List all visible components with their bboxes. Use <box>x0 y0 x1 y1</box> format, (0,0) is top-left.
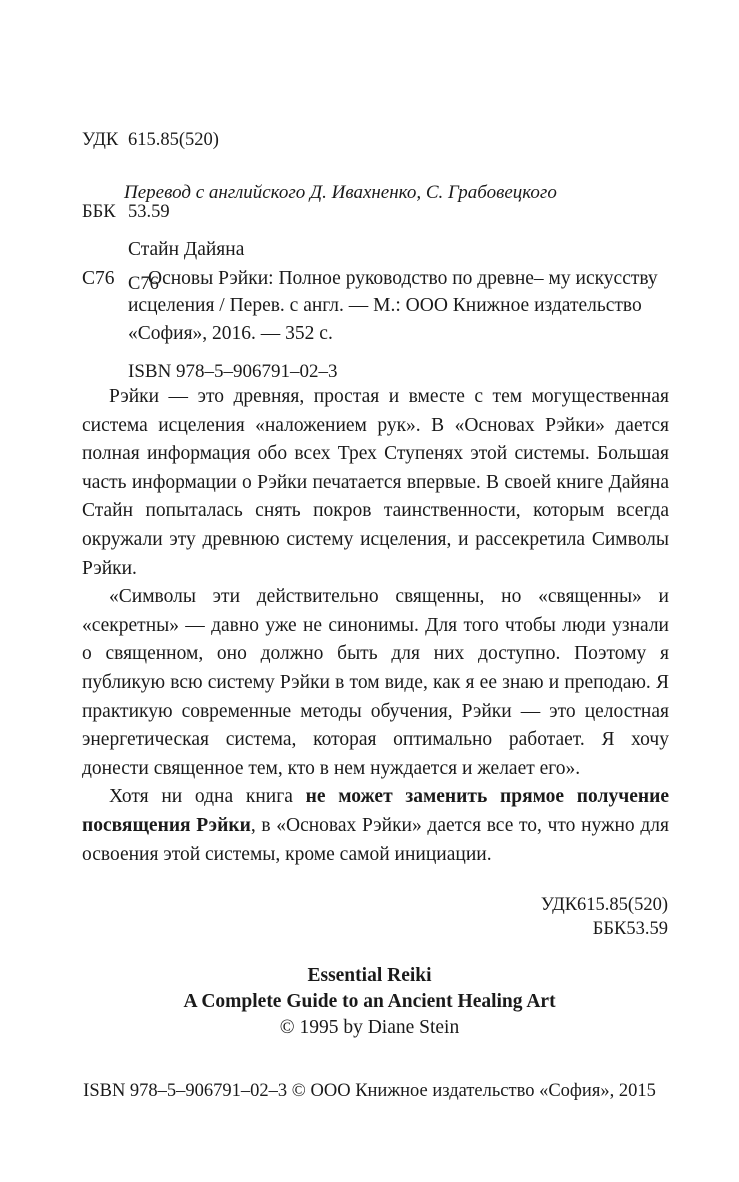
original-title: Essential Reiki <box>307 965 432 986</box>
classification-block-bottom <box>0 893 668 941</box>
bibliographic-record <box>82 236 668 386</box>
annotation-p3-emphasis: не может заменить прямое получение посвящения Рэйки <box>82 786 669 836</box>
isbn-primary: ISBN 978–5–906791–02–3 <box>128 361 338 382</box>
classification-bottom-value-bbk: 53.59 <box>626 919 668 939</box>
classification-value-shelf: С76 <box>128 274 159 294</box>
book-author: Стайн Дайяна <box>128 239 245 260</box>
bibliographic-description-block <box>82 265 668 348</box>
original-title-block <box>0 963 739 1041</box>
classification-label-udk: УДК <box>82 130 119 150</box>
classification-bottom-label-udk: УДК <box>540 895 578 915</box>
classification-value-udk: 615.85(520) <box>128 130 219 150</box>
colophon-line: ISBN 978–5–906791–02–3 © ООО Книжное издательство «София», 2015 <box>83 1081 656 1101</box>
classification-value-bbk: 53.59 <box>128 202 170 222</box>
annotation-paragraph-3 <box>82 783 669 869</box>
annotation-paragraph-1: Рэйки — это древняя, простая и вместе с тем могущественная система исцеления «наложением рук». В «Основах Рэйки» дается полная информация обо всех Трех Ступенях этой системы. Большая часть информации о Рэйки печатается впервые. В своей книге Дайяна Стайн попыталась снять покров таинственности, которым всегда окружали эту древнюю систему исцеления, и рассекретила Символы Рэйки. <box>82 386 669 579</box>
bibliographic-description: Основы Рэйки: Полное руководство по древне– му искусству исцеления / Перев. с англ. — М.: ООО Книжное издательство «София», 2016. — 352 с. <box>128 267 658 344</box>
classification-bottom-label-bbk: ББК <box>592 919 627 939</box>
annotation-p3-lead: Хотя ни одна книга <box>109 786 306 808</box>
original-copyright: © 1995 by Diane Stein <box>279 1017 460 1038</box>
classification-label-bbk: ББК <box>82 202 116 222</box>
classification-bottom-row-bbk <box>0 917 668 941</box>
classification-bottom-value-udk: 615.85(520) <box>577 895 668 915</box>
translator-credit: Перевод с английского Д. Ивахненко, С. Грабовецкого <box>124 182 557 203</box>
annotation-paragraph-2: «Символы эти действительно священны, но «священны» и «секретны» — давно уже не синонимы. Для того чтобы люди узнали о священном, оно должно быть для них доступно. Поэтому я публикую всю систему Рэйки в том виде, как я ее знаю и преподаю. Я практикую современные методы обучения, Рэйки — это целостная энергетическая система, которая оптимально работает. Я хочу донести священное тем, кто в нем нуждается и желает его». <box>82 586 669 779</box>
annotation-p3-tail: , в «Основах Рэйки» дается все то, что нужно для освоения этой системы, кроме самой инициации. <box>82 814 669 865</box>
original-subtitle: A Complete Guide to an Ancient Healing Art <box>183 991 556 1012</box>
classification-row-udk <box>82 128 219 152</box>
shelf-code: С76 <box>82 267 115 289</box>
classification-bottom-row-udk <box>0 893 668 917</box>
annotation-body <box>82 383 669 869</box>
